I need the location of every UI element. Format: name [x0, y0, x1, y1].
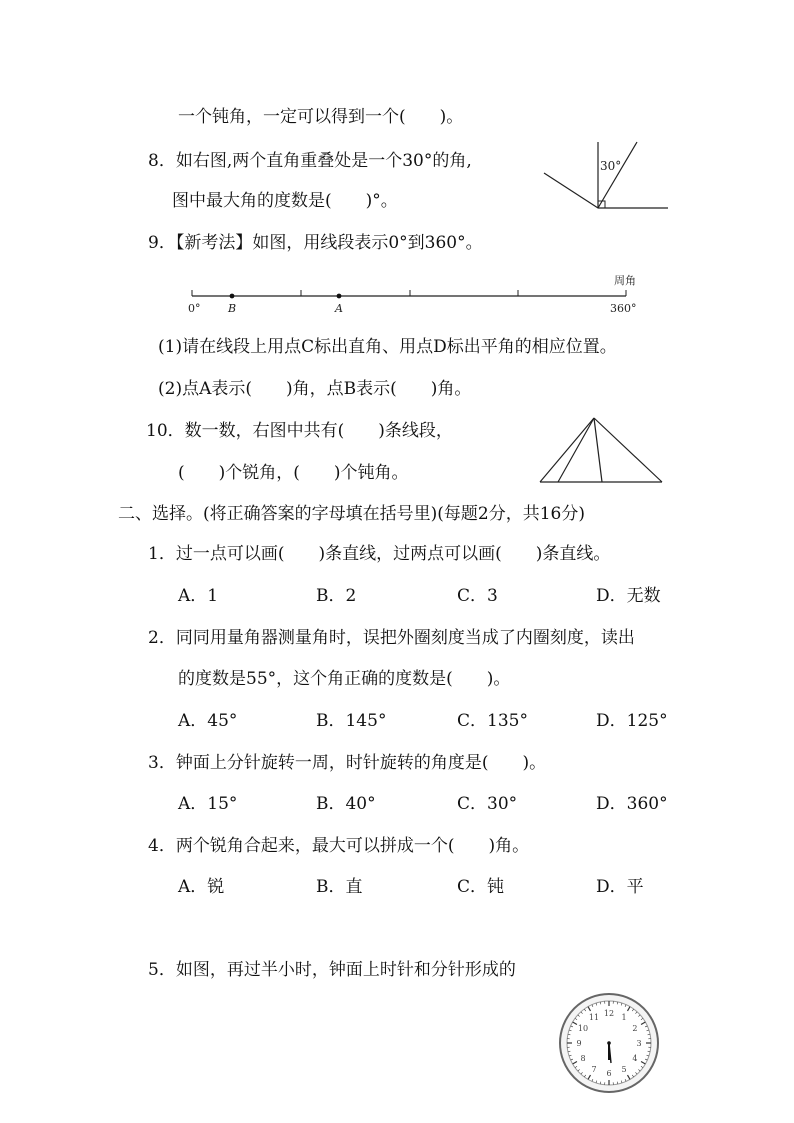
choice-q1-option-d[interactable]: D．无数 [596, 586, 661, 606]
q9-title: 9．【新考法】如图，用线段表示0°到360°。 [148, 233, 483, 253]
q8-angle-figure [540, 140, 670, 212]
q10-right-side [594, 418, 662, 482]
clock-number: 2 [632, 1024, 638, 1033]
clock-figure [558, 992, 660, 1094]
q9-label-start: 0° [188, 302, 201, 315]
choice-q2-option-c[interactable]: C．135° [457, 711, 528, 731]
clock-number: 8 [580, 1054, 586, 1063]
clock-number: 1 [621, 1013, 627, 1023]
choice-q1-line1: 1．过一点可以画( )条直线，过两点可以画( )条直线。 [148, 544, 611, 564]
q9-point-a [337, 294, 342, 299]
choice-q4-option-c[interactable]: C．钝 [457, 877, 505, 897]
clock-number: 9 [576, 1039, 582, 1048]
choice-q2-option-d[interactable]: D．125° [596, 711, 668, 731]
q9-point-b [230, 294, 235, 299]
choice-q1-option-b[interactable]: B．2 [316, 586, 357, 606]
choice-q4-option-b[interactable]: B．直 [316, 877, 363, 897]
choice-q1-option-c[interactable]: C．3 [457, 586, 498, 606]
clock-number: 5 [621, 1064, 627, 1074]
choice-q4-line1: 4．两个锐角合起来，最大可以拼成一个( )角。 [148, 836, 530, 856]
section2-heading: 二、选择。(将正确答案的字母填在括号里)(每题2分，共16分) [118, 504, 585, 524]
q8-angle-label: 30° [600, 159, 622, 173]
choice-q5-line1: 5．如图，再过半小时，钟面上时针和分针形成的 [148, 960, 516, 980]
q9-sub1: (1)请在线段上用点C标出直角、用点D标出平角的相应位置。 [158, 337, 617, 357]
clock-number: 7 [591, 1064, 597, 1074]
q8-left-ray [544, 173, 598, 208]
q7-continuation: 一个钝角，一定可以得到一个( )。 [178, 107, 464, 127]
q10-inner-line-1 [558, 418, 594, 482]
clock-number: 11 [588, 1013, 600, 1023]
choice-q4-option-d[interactable]: D．平 [596, 877, 644, 897]
q10-line1: 10．数一数，右图中共有( )条线段， [146, 421, 453, 441]
q9-segment-figure [186, 272, 636, 316]
choice-q2-option-b[interactable]: B．145° [316, 711, 387, 731]
clock-number: 10 [577, 1024, 589, 1033]
q10-left-side [540, 418, 594, 482]
choice-q3-line1: 3．钟面上分针旋转一周，时针旋转的角度是( )。 [148, 753, 547, 773]
clock-center-pin [607, 1041, 611, 1045]
clock-number: 4 [632, 1054, 638, 1063]
clock-number: 12 [603, 1009, 615, 1018]
choice-q3-option-d[interactable]: D．360° [596, 794, 668, 814]
choice-q2-option-a[interactable]: A．45° [178, 711, 238, 731]
q8-line2: 图中最大角的度数是( )°。 [172, 191, 398, 211]
clock-number: 3 [636, 1039, 642, 1048]
choice-q3-option-b[interactable]: B．40° [316, 794, 376, 814]
q9-label-full-angle: 周角 [614, 274, 636, 287]
q9-sub2: (2)点A表示( )角，点B表示( )角。 [158, 379, 472, 399]
q9-label-b: B [228, 302, 237, 315]
clock-number: 6 [606, 1069, 612, 1078]
choice-q2-line1: 2．同同用量角器测量角时，误把外圈刻度当成了内圈刻度，读出 [148, 628, 635, 648]
choice-q3-option-a[interactable]: A．15° [178, 794, 238, 814]
choice-q2-line2: 的度数是55°，这个角正确的度数是( )。 [178, 669, 511, 689]
q10-inner-line-2 [594, 418, 602, 482]
q9-label-a: A [335, 302, 343, 315]
q10-triangle-figure [536, 414, 666, 486]
q8-line1: 8．如右图,两个直角重叠处是一个30°的角, [148, 151, 472, 171]
q9-label-end: 360° [610, 302, 637, 315]
q10-line2: ( )个锐角，( )个钝角。 [178, 463, 409, 483]
choice-q3-option-c[interactable]: C．30° [457, 794, 518, 814]
choice-q1-option-a[interactable]: A．1 [178, 586, 219, 606]
q8-slanted-ray [598, 142, 637, 208]
choice-q4-option-a[interactable]: A．锐 [178, 877, 225, 897]
